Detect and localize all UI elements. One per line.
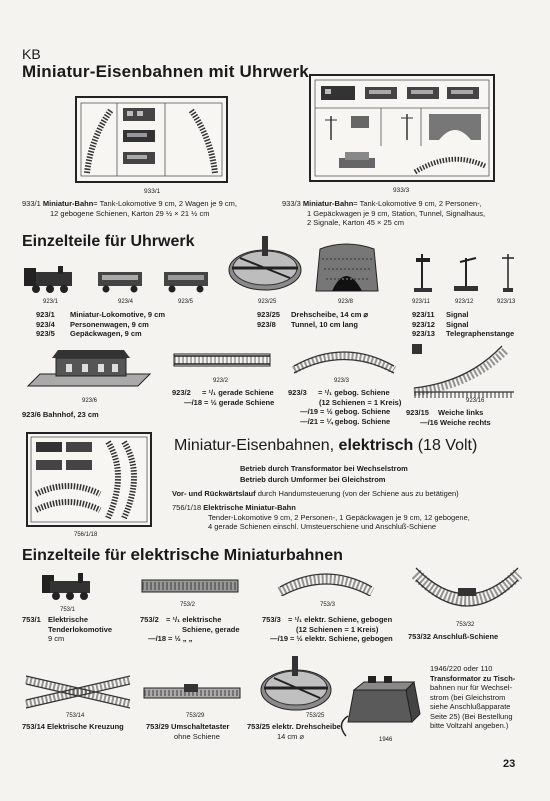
part-number: 923/25: [258, 299, 277, 305]
elektrisch-line-3: Vor- und Rückwärtslauf durch Handumsteuerung (von der Schiene aus zu betätigen): [172, 489, 459, 498]
bahnhof-caption: 923/6 Bahnhof, 23 cm: [22, 410, 99, 419]
tender-locomotive-caption: 753/1 Elektrische Tenderlokomotive 9 cm: [22, 615, 113, 643]
part-number: 923/13: [497, 299, 516, 305]
set-756-caption: 756/1/18 Elektrische Miniatur-Bahn Tender-Lokomotive 9 cm, 2 Personen-, 1 Gepäckwagen je 9 cm, 12 gebogene, 4 gerade Schienen einschl. Umsteuerschiene und Anschluß-Schiene: [172, 503, 470, 531]
switch-rail-image: [410, 342, 520, 398]
tunnel-image: [312, 239, 382, 294]
part-number: 923/12: [455, 299, 474, 305]
transformer-caption: 1946/220 oder 110 Transformator zu Tisch- bahnen nur für Wechsel- strom (bei Gleichstrom siehe Anschlußapparate Seite 25) (Bei Bestellung bitte Voltzahl angeben.): [430, 664, 516, 730]
curved-rail-list: [288, 388, 408, 426]
list-item: 923/13 Telegraphenstange: [412, 329, 515, 338]
set-933-3-number: 933/3: [393, 187, 410, 194]
part-number: 923/8: [338, 299, 354, 305]
part-number: 923/16: [466, 398, 485, 404]
switch-rail-list: [406, 408, 536, 427]
list-item: 923/12 Signal: [412, 319, 469, 329]
item-desc: 1 Gepäckwagen je 9 cm, Station, Tunnel, Signalhaus,: [307, 208, 486, 218]
electric-turntable-caption: 753/25 elektr. Drehscheibe 14 cm ⌀: [247, 722, 341, 741]
connection-rail-image: [412, 566, 522, 608]
elektrisch-line-1: Betrieb durch Transformator bei Wechselstrom: [240, 464, 408, 473]
brand-label: KB: [22, 46, 41, 62]
elektrisch-line-2: Betrieb durch Umformer bei Gleichstrom: [240, 475, 386, 484]
item-desc: 2 Signale, Karton 45 × 25 cm: [307, 218, 404, 227]
part-number: 753/25: [306, 713, 325, 719]
item-desc: = Tank-Lokomotive 9 cm, 2 Wagen je 9 cm,: [93, 199, 237, 208]
crossing-caption: 753/14 Elektrische Kreuzung: [22, 722, 124, 731]
list-item-note: (12 Schienen = 1 Kreis): [319, 397, 402, 407]
list-item: 923/5 Gepäckwagen, 9 cm: [36, 329, 142, 338]
item-desc: 12 gebogene Schienen, Karton 29 ½ × 21 ½ cm: [50, 208, 210, 218]
list-item: 923/3 = ¹/₁ gebog. Schiene: [288, 388, 390, 397]
item-desc: = Tank-Lokomotive 9 cm, 2 Personen-,: [353, 199, 482, 208]
set-933-3-caption: [282, 199, 532, 228]
signals-image: [404, 252, 524, 294]
item-code: 933/3: [282, 199, 301, 208]
list-item: 923/11 Signal: [412, 310, 469, 319]
uhrwerk-items-list-b: [257, 310, 407, 329]
uhrwerk-rolling-stock-image: [22, 264, 222, 294]
list-item: 923/2 = ¹/₁ gerade Schiene: [172, 388, 274, 397]
part-number: 753/29: [186, 713, 205, 719]
part-number: 753/2: [180, 602, 196, 608]
item-label: Miniatur-Bahn: [42, 199, 94, 208]
part-number: 756/1/18: [74, 532, 98, 538]
list-item: —/19 = ½ gebog. Schiene: [300, 407, 391, 416]
list-item: 923/4 Personenwagen, 9 cm: [36, 319, 149, 329]
elektrisch-title: Miniatur-Eisenbahnen, elektrisch (18 Volt): [174, 437, 478, 454]
switch-button-caption: 753/29 Umschaltetaster ohne Schiene: [146, 722, 230, 741]
bahnhof-image: [26, 344, 152, 388]
section-uhrwerk-title: Einzelteile für Uhrwerk: [22, 233, 195, 250]
section-elektrisch-title: Einzelteile für elektrische Miniaturbahnen: [22, 545, 343, 564]
page-number: 23: [503, 758, 516, 770]
part-number: 753/14: [66, 713, 85, 719]
list-item: 923/1 Miniatur-Lokomotive, 9 cm: [36, 310, 166, 319]
part-number: 753/32: [456, 622, 475, 628]
list-item: —/21 = ¼ gebog. Schiene: [300, 416, 391, 426]
set-756-image: [26, 432, 152, 527]
list-item: 923/15 Weiche links: [406, 408, 484, 417]
curved-rail-image: [290, 348, 398, 374]
crossing-image: [22, 674, 134, 710]
switch-button-rail-image: [142, 682, 242, 702]
electric-curved-rail-caption: 753/3 = ¹/₁ elektr. Schiene, gebogen (12 Schienen = 1 Kreis) —/19 = ½ elektr. Schiene, gebogen: [262, 615, 393, 643]
set-933-1-image: [75, 96, 228, 183]
straight-rail-image: [172, 352, 272, 368]
electric-straight-rail-image: [140, 578, 240, 594]
straight-rail-list: [172, 388, 282, 407]
turntable-image: [226, 232, 304, 292]
part-number: 923/1: [43, 299, 59, 305]
uhrwerk-items-list-c: [412, 310, 542, 339]
list-item: 923/25 Drehscheibe, 14 cm ⌀: [257, 310, 369, 319]
tender-locomotive-image: [40, 571, 100, 601]
set-933-1-number: 933/1: [144, 188, 161, 195]
part-number: 1946: [379, 737, 393, 743]
connection-rail-caption: 753/32 Anschluß-Schiene: [408, 632, 499, 641]
list-item: —/18 = ½ gerade Schiene: [184, 397, 275, 407]
list-item: 923/8 Tunnel, 10 cm lang: [257, 319, 358, 329]
set-933-1-caption: [22, 199, 262, 218]
part-number: 753/3: [320, 602, 336, 608]
electric-straight-rail-caption: 753/2 = ¹/₁ elektrische Schiene, gerade —/18 = ½ „ „: [140, 615, 240, 643]
set-933-3-image: [309, 74, 495, 182]
item-label: Miniatur-Bahn: [302, 199, 354, 208]
item-code: 933/1: [22, 199, 41, 208]
electric-curved-rail-image: [276, 572, 376, 596]
part-number: 753/1: [60, 607, 76, 613]
electric-turntable-image: [258, 652, 334, 712]
part-number: 923/6: [82, 398, 98, 404]
uhrwerk-items-list-a: [36, 310, 236, 339]
page-title: Miniatur-Eisenbahnen mit Uhrwerk: [22, 62, 309, 81]
part-number: 923/4: [118, 299, 134, 305]
part-number: 923/11: [412, 299, 430, 305]
part-number: 923/5: [178, 299, 194, 305]
part-number: 923/2: [213, 378, 229, 384]
part-number: 923/3: [334, 378, 350, 384]
list-item: —/16 Weiche rechts: [420, 417, 491, 427]
